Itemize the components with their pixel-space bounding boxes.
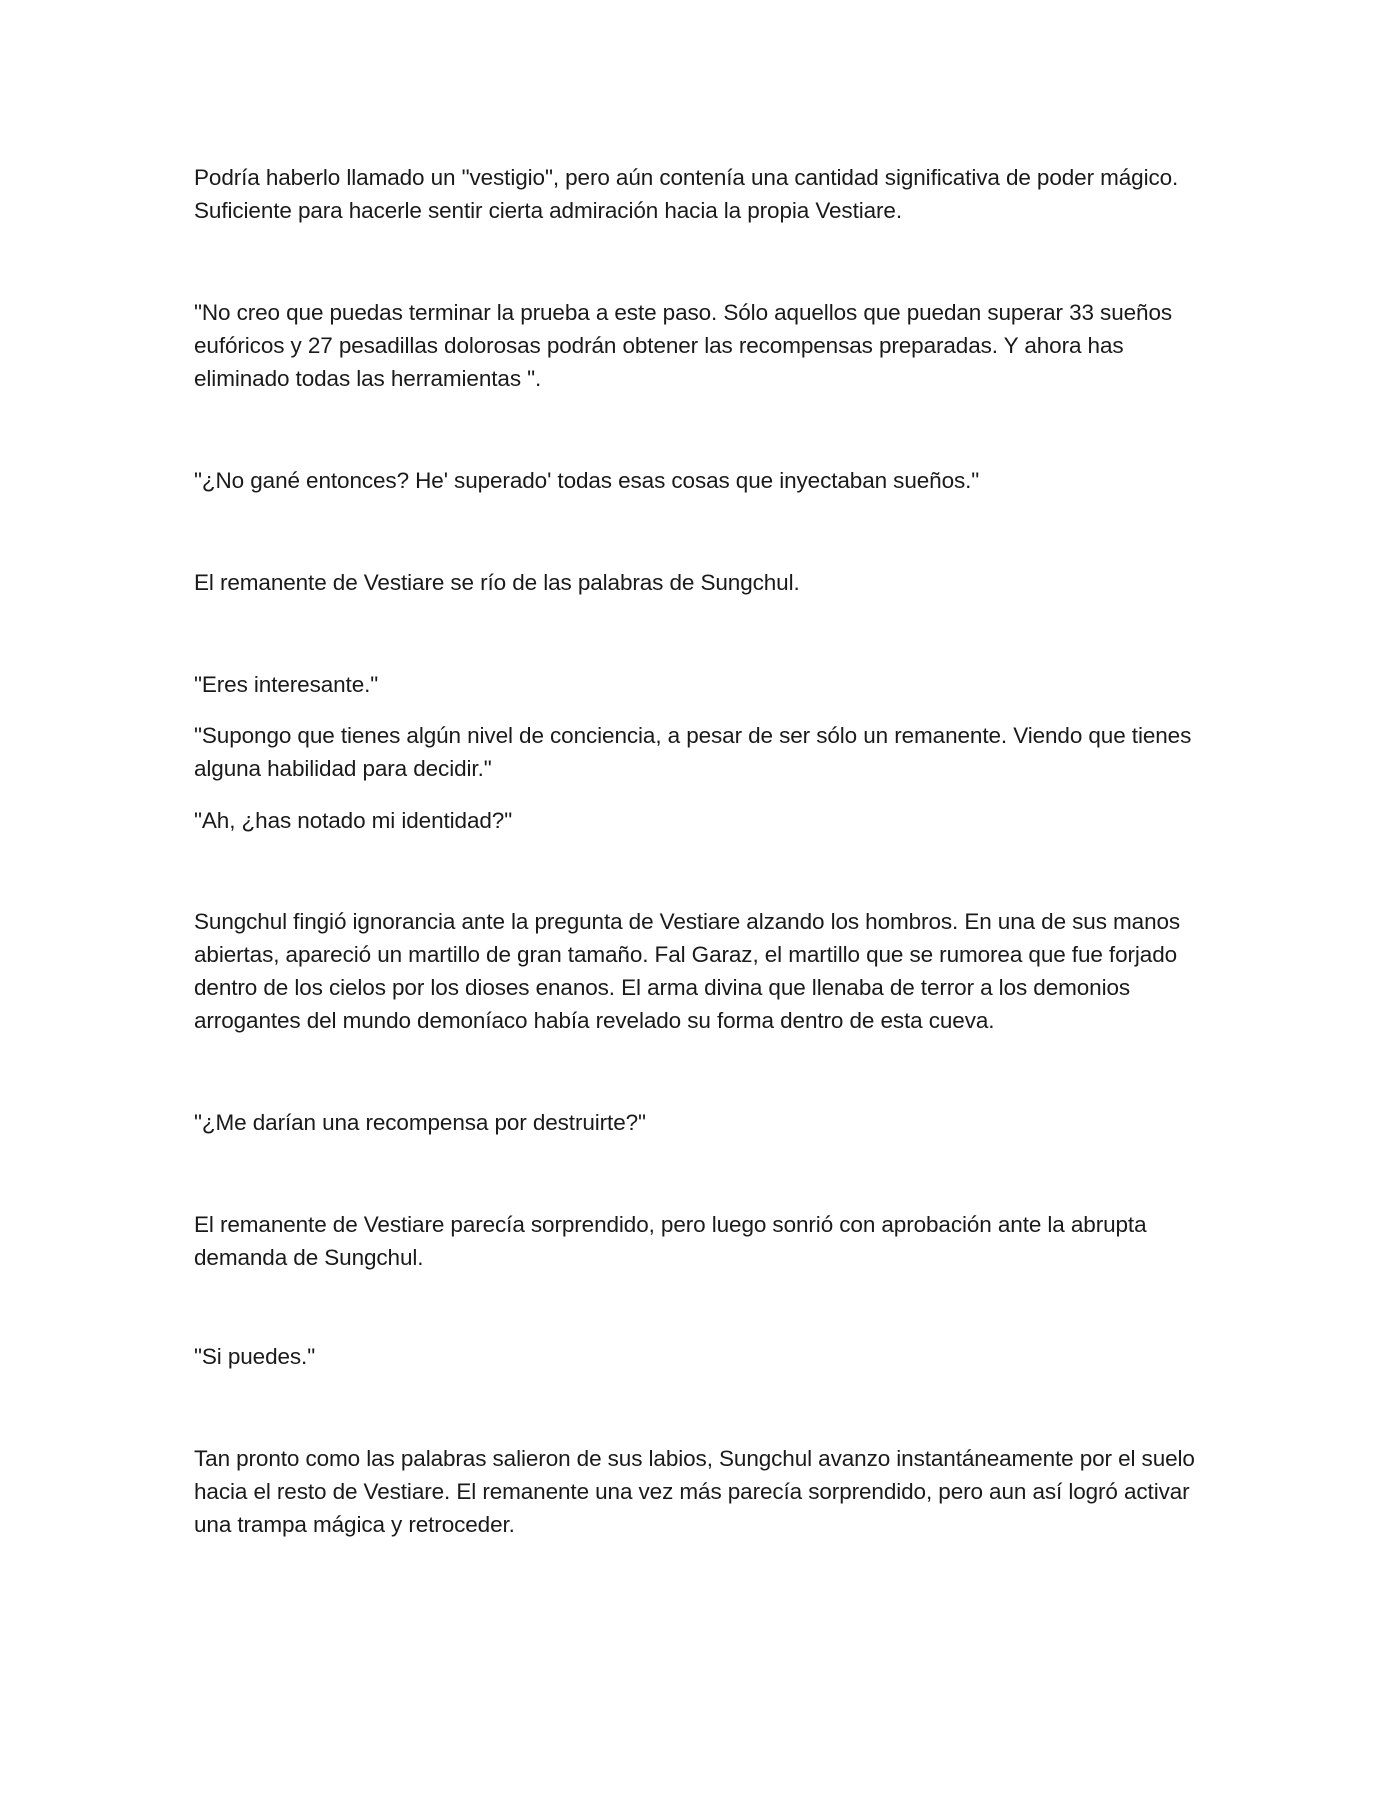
paragraph-2: "No creo que puedas terminar la prueba a este paso. Sólo aquellos que puedan superar 33 sueños eufóricos y 27 pesadillas dolorosas podrán obtener las recompensas preparadas. Y ahora has eliminado todas las herramientas ". bbox=[194, 300, 1173, 391]
paragraph-5: "Eres interesante." bbox=[194, 672, 379, 697]
paragraph-3: "¿No gané entonces? He' superado' todas esas cosas que inyectaban sueños." bbox=[194, 468, 980, 493]
paragraph-11: "Si puedes." bbox=[194, 1344, 316, 1369]
paragraph-10: El remanente de Vestiare parecía sorprendido, pero luego sonrió con aprobación ante la abrupta demanda de Sungchul. bbox=[194, 1212, 1147, 1270]
paragraph-6: "Supongo que tienes algún nivel de conciencia, a pesar de ser sólo un remanente. Viendo que tienes alguna habilidad para decidir." bbox=[194, 723, 1192, 781]
paragraph-1: Podría haberlo llamado un "vestigio", pero aún contenía una cantidad significativa de poder mágico. Suficiente para hacerle sentir cierta admiración hacia la propia Vestiare. bbox=[194, 165, 1179, 223]
paragraph-9: "¿Me darían una recompensa por destruirte?" bbox=[194, 1110, 646, 1135]
paragraph-12: Tan pronto como las palabras salieron de sus labios, Sungchul avanzo instantáneamente por el suelo hacia el resto de Vestiare. El remanente una vez más parecía sorprendido, pero aun así logró activar una trampa mágica y retroceder. bbox=[194, 1446, 1195, 1537]
paragraph-4: El remanente de Vestiare se río de las palabras de Sungchul. bbox=[194, 570, 800, 595]
paragraph-8: Sungchul fingió ignorancia ante la pregunta de Vestiare alzando los hombros. En una de sus manos abiertas, apareció un martillo de gran tamaño. Fal Garaz, el martillo que se rumorea que fue forjado dentro de los cielos por los dioses enanos. El arma divina que llenaba de terror a los demonios arrogantes del mundo demoníaco había revelado su forma dentro de esta cueva. bbox=[194, 909, 1181, 1033]
paragraph-7: "Ah, ¿has notado mi identidad?" bbox=[194, 808, 513, 833]
